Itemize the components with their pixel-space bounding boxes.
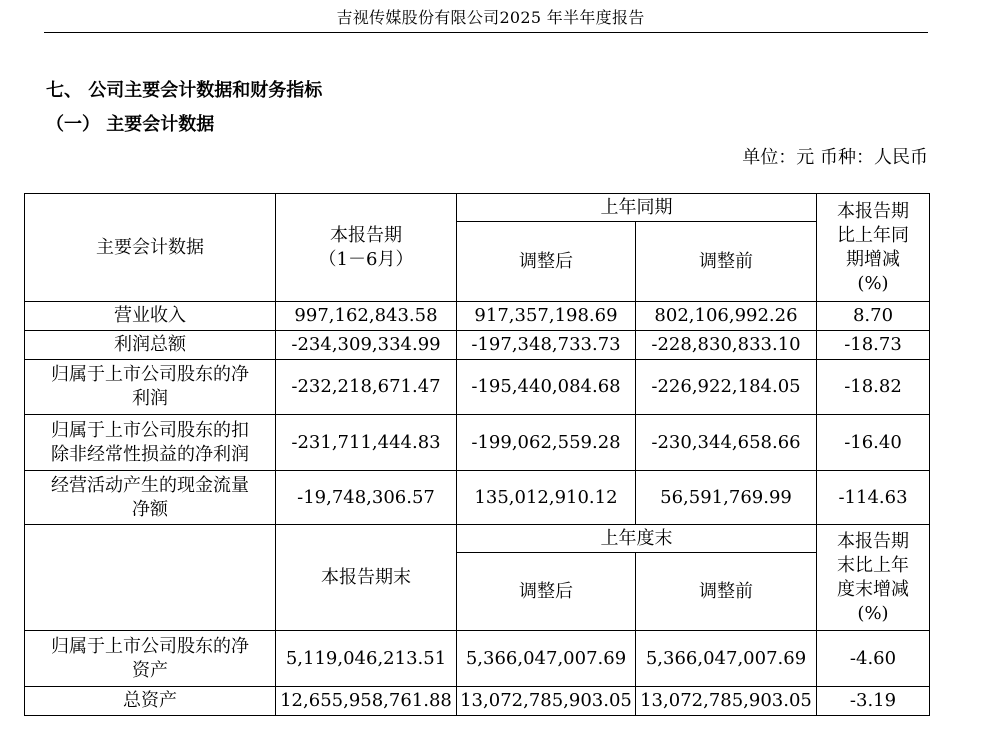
value-before: 13,072,785,903.05 [636,687,817,716]
col-header-blank [25,525,276,631]
value-before: 802,106,992.26 [636,302,817,331]
value-before: -230,344,658.66 [636,415,817,471]
section-subheading: （一） 主要会计数据 [46,114,215,135]
value-current: -231,711,444.83 [276,415,457,471]
value-adjusted: 13,072,785,903.05 [457,687,636,716]
col-header-adjusted-2: 调整后 [457,553,636,631]
value-current: 5,119,046,213.51 [276,631,457,687]
col-header-change-pct: 本报告期 比上年同 期增减 (%) [817,194,930,302]
value-current: 997,162,843.58 [276,302,457,331]
value-adjusted: -199,062,559.28 [457,415,636,471]
col-header-adjusted: 调整后 [457,222,636,302]
value-adjusted: 135,012,910.12 [457,471,636,525]
row-label: 归属于上市公司股东的扣 除非经常性损益的净利润 [25,415,276,471]
unit-currency-line: 单位：元 币种：人民币 [742,147,928,168]
col-header-prior-period: 上年同期 [457,194,817,222]
table-row [25,302,930,331]
table-row [25,631,930,687]
value-change: -16.40 [817,415,930,471]
page-header: 吉视传媒股份有限公司2025 年半年度报告 [336,8,645,27]
row-label: 利润总额 [25,331,276,360]
row-label: 归属于上市公司股东的净 利润 [25,360,276,415]
financial-data-table [24,193,930,716]
col-header-before-adjustment-2: 调整前 [636,553,817,631]
value-adjusted: 5,366,047,007.69 [457,631,636,687]
col-header-prior-year-end: 上年度末 [457,525,817,553]
value-change: -3.19 [817,687,930,716]
value-change: -4.60 [817,631,930,687]
table-row [25,331,930,360]
value-before: -228,830,833.10 [636,331,817,360]
header-rule [44,32,928,33]
col-header-before-adjustment: 调整前 [636,222,817,302]
value-before: -226,922,184.05 [636,360,817,415]
col-header-period-end: 本报告期末 [276,525,457,631]
value-change: -114.63 [817,471,930,525]
value-current: 12,655,958,761.88 [276,687,457,716]
value-current: -19,748,306.57 [276,471,457,525]
value-change: -18.82 [817,360,930,415]
col-header-change-pct-2: 本报告期 末比上年 度末增减 (%) [817,525,930,631]
table-row [25,360,930,415]
row-label: 归属于上市公司股东的净 资产 [25,631,276,687]
value-before: 56,591,769.99 [636,471,817,525]
value-adjusted: -195,440,084.68 [457,360,636,415]
row-label: 经营活动产生的现金流量 净额 [25,471,276,525]
section-heading: 七、 公司主要会计数据和财务指标 [46,80,323,101]
table-row [25,415,930,471]
col-header-current-period: 本报告期 （1－6月） [276,194,457,302]
value-change: 8.70 [817,302,930,331]
table-row [25,471,930,525]
value-current: -234,309,334.99 [276,331,457,360]
value-change: -18.73 [817,331,930,360]
table-row [25,687,930,716]
value-adjusted: 917,357,198.69 [457,302,636,331]
row-label: 营业收入 [25,302,276,331]
value-adjusted: -197,348,733.73 [457,331,636,360]
value-before: 5,366,047,007.69 [636,631,817,687]
row-label: 总资产 [25,687,276,716]
value-current: -232,218,671.47 [276,360,457,415]
col-header-main-data: 主要会计数据 [25,194,276,302]
